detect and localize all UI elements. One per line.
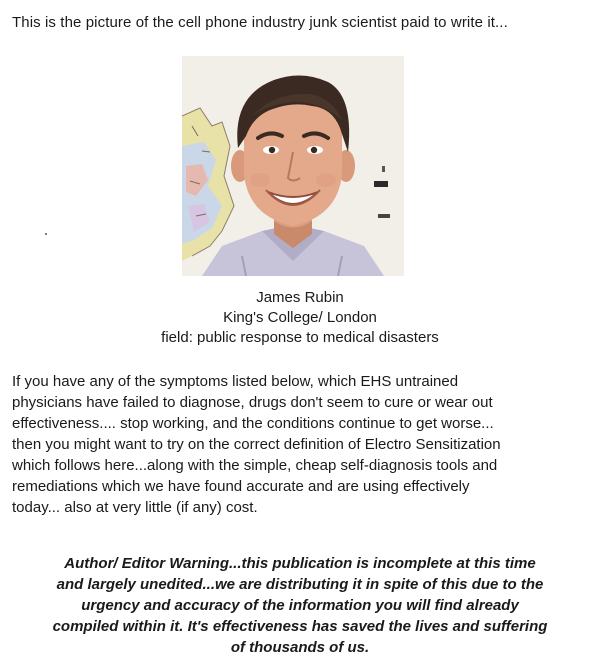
portrait-photo-icon: [182, 56, 404, 276]
body-paragraph: [12, 371, 592, 518]
editor-warning: [0, 553, 600, 658]
scan-speck: [45, 233, 47, 235]
warning-line: compiled within it. It's effectiveness has saved the lives and suffering: [52, 618, 548, 635]
warning-line: Author/ Editor Warning...this publication is incomplete at this time: [64, 555, 536, 572]
warning-line: urgency and accuracy of the information you will find already: [81, 597, 519, 614]
body-line: remediations which we have found accurate and are using effectively: [12, 478, 470, 495]
warning-line: of thousands of us.: [230, 639, 370, 656]
body-line: effectiveness.... stop working, and the conditions continue to get worse...: [12, 415, 494, 432]
body-line: then you might want to try on the correct definition of Electro Sensitization: [12, 436, 501, 453]
photo-caption: [0, 288, 600, 348]
caption-affiliation: King's College/ London: [223, 309, 377, 326]
body-line: If you have any of the symptoms listed below, which EHS untrained: [12, 373, 459, 390]
body-line: which follows here...along with the simple, cheap self-diagnosis tools and: [12, 457, 498, 474]
warning-line: and largely unedited...we are distributing it in spite of this due to the: [56, 576, 544, 593]
body-line: physicians have failed to diagnose, drugs don't seem to cure or wear out: [12, 394, 493, 411]
caption-name: James Rubin: [256, 289, 344, 306]
portrait-photo: [182, 56, 404, 276]
body-line: today... also at very little (if any) cost.: [12, 499, 258, 516]
intro-text: This is the picture of the cell phone industry junk scientist paid to write it...: [12, 14, 508, 31]
caption-field: field: public response to medical disasters: [161, 329, 439, 346]
